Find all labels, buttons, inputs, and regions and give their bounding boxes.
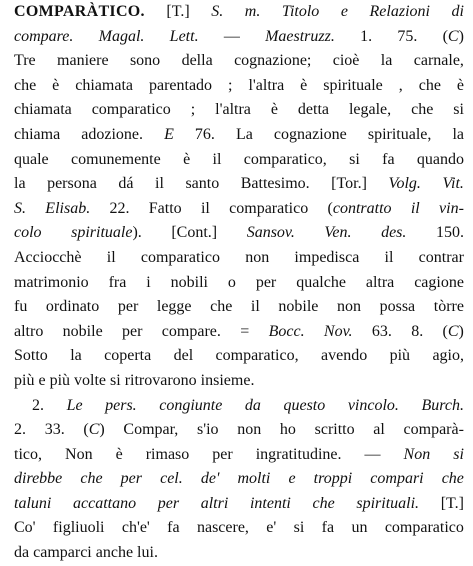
entry-line bbox=[14, 271, 464, 296]
entry-word: qualche bbox=[296, 273, 346, 291]
entry-line bbox=[14, 541, 464, 566]
entry-word: Bocc. bbox=[268, 322, 305, 340]
entry-word: Ven. bbox=[324, 224, 352, 242]
entry-word: altri bbox=[200, 494, 229, 512]
entry-word: Titolo bbox=[281, 3, 320, 20]
entry-word: = bbox=[240, 322, 250, 340]
entry-line bbox=[14, 492, 464, 517]
entry-word: è bbox=[270, 101, 278, 119]
entry-word: santo bbox=[185, 175, 220, 193]
entry-word: non bbox=[237, 421, 262, 439]
entry-word: — bbox=[364, 445, 381, 463]
entry-word: fu bbox=[14, 298, 28, 316]
entry-word: tòrre bbox=[433, 298, 464, 316]
entry-word: nobili bbox=[170, 273, 208, 291]
entry-word: de' bbox=[200, 470, 220, 488]
entry-word: l'altra bbox=[215, 101, 251, 119]
entry-word: possa bbox=[379, 298, 416, 316]
entry-word: carnale, bbox=[413, 52, 464, 70]
entry-line bbox=[14, 516, 464, 541]
entry-word: che bbox=[80, 470, 103, 488]
entry-word: per bbox=[212, 445, 233, 463]
entry-line bbox=[14, 0, 464, 25]
entry-word: il bbox=[384, 248, 394, 266]
entry-word: Compar, bbox=[123, 421, 179, 439]
entry-word: colo bbox=[14, 224, 42, 242]
entry-word: (C) bbox=[83, 421, 105, 439]
entry-word: (contratto bbox=[327, 199, 392, 217]
entry-word: lui. bbox=[137, 544, 158, 562]
entry-line bbox=[14, 418, 464, 443]
entry-word: è bbox=[52, 76, 60, 94]
entry-word: si bbox=[453, 101, 464, 119]
entry-word: detta bbox=[297, 101, 329, 119]
entry-word: la bbox=[452, 125, 464, 143]
entry-word: chiamata bbox=[75, 76, 133, 94]
entry-word: che bbox=[418, 76, 441, 94]
entry-word: la bbox=[380, 52, 393, 70]
entry-word: chiama bbox=[14, 125, 61, 143]
entry-word: 76. bbox=[194, 125, 215, 143]
entry-word: ordinato bbox=[45, 298, 100, 316]
entry-word: fa bbox=[321, 519, 335, 537]
entry-word: fra bbox=[108, 273, 127, 291]
entry-word: La bbox=[235, 125, 253, 143]
entry-word: e bbox=[288, 470, 296, 488]
entry-line bbox=[14, 295, 464, 320]
entry-word: persona bbox=[47, 175, 97, 193]
entry-word: molti bbox=[237, 470, 271, 488]
entry-word: Sotto bbox=[14, 347, 48, 365]
entry-word: [Tor.] bbox=[331, 175, 367, 193]
entry-word: al bbox=[373, 421, 385, 439]
entry-line bbox=[14, 344, 464, 369]
entry-word: adozione. bbox=[81, 125, 144, 143]
entry-word: rimaso bbox=[145, 445, 190, 463]
entry-word: Vit. bbox=[442, 175, 464, 193]
entry-word: spirituale, bbox=[367, 125, 432, 143]
entry-word: Non bbox=[403, 445, 431, 463]
entry-word: m. bbox=[244, 3, 261, 20]
entry-line bbox=[14, 49, 464, 74]
entry-word: accattano bbox=[73, 494, 137, 512]
entry-word: compari bbox=[370, 470, 424, 488]
entry-line bbox=[14, 221, 464, 246]
entry-word: 150. bbox=[435, 224, 464, 242]
entry-word: il bbox=[250, 298, 260, 316]
entry-word: coperta bbox=[104, 347, 152, 365]
entry-word: quale bbox=[14, 150, 49, 168]
entry-word: insieme. bbox=[200, 371, 255, 389]
entry-word: Relazioni bbox=[369, 3, 430, 20]
entry-word: che bbox=[411, 101, 434, 119]
entry-word: che bbox=[14, 76, 37, 94]
entry-word: non bbox=[337, 298, 361, 316]
entry-word: più bbox=[14, 371, 35, 389]
entry-word: l'altra bbox=[248, 76, 285, 94]
entry-line bbox=[14, 148, 464, 173]
entry-word: taluni bbox=[14, 494, 52, 512]
entry-word: comparà- bbox=[403, 421, 464, 439]
entry-word: è bbox=[183, 150, 191, 168]
entry-word: Acciocchè bbox=[14, 248, 82, 266]
entry-word: nascere, bbox=[196, 519, 249, 537]
entry-word: per bbox=[122, 322, 143, 340]
entry-word: del bbox=[173, 347, 194, 365]
entry-word: troppi bbox=[313, 470, 353, 488]
entry-word: maniere bbox=[57, 52, 109, 70]
entry-word: che bbox=[312, 494, 335, 512]
entry-word: nobile bbox=[62, 322, 103, 340]
entry-word: o bbox=[227, 273, 236, 291]
entry-word: per bbox=[157, 494, 180, 512]
entry-word: e bbox=[340, 3, 348, 20]
entry-line bbox=[14, 123, 464, 148]
entry-word: congiunte bbox=[159, 396, 223, 414]
entry-word: che bbox=[441, 470, 464, 488]
entry-word: comunemente bbox=[70, 150, 161, 168]
entry-word: vin- bbox=[439, 199, 464, 217]
entry-word: quando bbox=[416, 150, 464, 168]
entry-word: Sansov. bbox=[246, 224, 295, 242]
entry-word: spirituale). bbox=[71, 224, 142, 242]
entry-word: più bbox=[49, 371, 71, 389]
entry-word: chiamata bbox=[14, 101, 72, 119]
entry-word: e bbox=[38, 371, 46, 389]
entry-word: pers. bbox=[105, 396, 137, 414]
entry-word: s'io bbox=[196, 421, 219, 439]
entry-word: 8. bbox=[411, 322, 424, 340]
entry-word: nobile bbox=[278, 298, 319, 316]
entry-word: volte bbox=[74, 371, 107, 389]
entry-word: ; bbox=[228, 76, 233, 94]
entry-word: che bbox=[210, 298, 233, 316]
entry-line bbox=[14, 246, 464, 271]
entry-word: Fatto bbox=[148, 199, 182, 217]
entry-word: Tre bbox=[14, 52, 36, 70]
entry-word: è bbox=[115, 445, 123, 463]
entry-word: S. bbox=[211, 3, 224, 20]
entry-word: spirituale bbox=[323, 76, 383, 94]
entry-word: cel. bbox=[160, 470, 183, 488]
entry-word: Magal. bbox=[98, 27, 145, 45]
entry-word: il bbox=[155, 175, 164, 193]
entry-word: (C) bbox=[442, 322, 464, 340]
entry-line bbox=[14, 98, 464, 123]
entry-word: comparatico, bbox=[215, 347, 299, 365]
entry-word: 33. bbox=[44, 421, 65, 439]
entry-word: si bbox=[293, 519, 305, 537]
entry-word: 2. bbox=[14, 421, 26, 439]
entry-word: , bbox=[398, 76, 403, 94]
entry-word: Lett. bbox=[169, 27, 199, 45]
entry-word: fa bbox=[382, 150, 395, 168]
entry-word: ch'e' bbox=[121, 519, 150, 537]
entry-word: scritto bbox=[314, 421, 355, 439]
entry-word: si bbox=[349, 150, 360, 168]
entry-word: E bbox=[164, 125, 174, 143]
entry-word: impedisca bbox=[294, 248, 360, 266]
entry-word: 1. bbox=[360, 27, 373, 45]
entry-word: parentado bbox=[148, 76, 213, 94]
entry-word: Non bbox=[65, 445, 93, 463]
entry-word: 2. bbox=[32, 396, 44, 414]
entry-word: il bbox=[410, 199, 420, 217]
entry-line bbox=[14, 197, 464, 222]
entry-line bbox=[14, 443, 464, 468]
entry-word: Elisab. bbox=[45, 199, 91, 217]
entry-word: contrar bbox=[418, 248, 464, 266]
entry-word: la bbox=[70, 347, 82, 365]
entry-word: [T.] bbox=[166, 3, 190, 20]
entry-word: matrimonio bbox=[14, 273, 89, 291]
entry-word: è bbox=[300, 76, 308, 94]
entry-line bbox=[14, 320, 464, 345]
entry-word: des. bbox=[381, 224, 407, 242]
entry-word: agio, bbox=[432, 347, 464, 365]
entry-word: altro bbox=[14, 322, 44, 340]
entry-word: figliuoli bbox=[52, 519, 105, 537]
entry-word: vincolo. bbox=[347, 396, 399, 414]
entry-word: fa bbox=[167, 519, 180, 537]
entry-word: per bbox=[120, 470, 142, 488]
entry-word: della bbox=[181, 52, 213, 70]
entry-word: cagione bbox=[414, 273, 464, 291]
entry-line bbox=[14, 467, 464, 492]
entry-word: compare. bbox=[14, 27, 74, 45]
entry-word: si bbox=[453, 445, 464, 463]
entry-word: [T.] bbox=[440, 494, 464, 512]
entry-word: Le bbox=[66, 396, 83, 414]
entry-word: di bbox=[451, 3, 464, 20]
entry-word: il bbox=[212, 150, 222, 168]
entry-word: non bbox=[245, 248, 270, 266]
entry-word: camparci bbox=[33, 544, 92, 562]
entry-word: altra bbox=[365, 273, 395, 291]
entry-word: (C) bbox=[442, 27, 464, 45]
entry-word: comparatico bbox=[229, 199, 309, 217]
entry-word: 63. bbox=[371, 322, 392, 340]
entry-word: sono bbox=[129, 52, 161, 70]
entry-word: da bbox=[14, 544, 30, 562]
entry-word: ; bbox=[190, 101, 196, 119]
entry-word: Volg. bbox=[388, 175, 421, 193]
entry-word: Nov. bbox=[323, 322, 353, 340]
entry-word: — bbox=[223, 27, 240, 45]
entry-word: cioè bbox=[332, 52, 360, 70]
entry-line bbox=[32, 394, 464, 419]
entry-word: questo bbox=[283, 396, 326, 414]
entry-word: cognazione; bbox=[234, 52, 312, 70]
entry-word: Co' bbox=[14, 519, 36, 537]
entry-word: compare. bbox=[161, 322, 221, 340]
entry-word: comparatico bbox=[384, 519, 464, 537]
entry-line bbox=[14, 369, 464, 394]
entry-word: legge bbox=[156, 298, 192, 316]
dictionary-entry bbox=[14, 0, 464, 566]
entry-word: Burch. bbox=[421, 396, 464, 414]
entry-word: S. bbox=[14, 199, 26, 217]
entry-word: avendo bbox=[321, 347, 368, 365]
entry-word: comparatico bbox=[140, 248, 220, 266]
entry-word: 22. bbox=[109, 199, 130, 217]
entry-word: COMPARÀTICO. bbox=[14, 3, 145, 20]
entry-word: Battesimo. bbox=[240, 175, 310, 193]
entry-word: tico, bbox=[14, 445, 42, 463]
entry-word: legale, bbox=[348, 101, 392, 119]
entry-word: comparatico, bbox=[243, 150, 327, 168]
entry-word: cognazione bbox=[273, 125, 347, 143]
entry-word: ho bbox=[279, 421, 296, 439]
entry-word: si bbox=[110, 371, 121, 389]
entry-word: anche bbox=[95, 544, 134, 562]
entry-word: comparatico bbox=[91, 101, 171, 119]
entry-word: la bbox=[14, 175, 26, 193]
entry-word: per bbox=[117, 298, 139, 316]
entry-word: il bbox=[200, 199, 210, 217]
entry-word: il bbox=[106, 248, 116, 266]
entry-word: più bbox=[389, 347, 411, 365]
entry-word: spirituali. bbox=[356, 494, 420, 512]
entry-word: e' bbox=[266, 519, 277, 537]
entry-word: ritrovarono bbox=[124, 371, 197, 389]
entry-word: è bbox=[456, 76, 464, 94]
entry-word: un bbox=[351, 519, 368, 537]
entry-word: i bbox=[146, 273, 151, 291]
entry-line bbox=[14, 172, 464, 197]
entry-word: ingratitudine. bbox=[255, 445, 342, 463]
entry-word: Maestruzz. bbox=[265, 27, 335, 45]
entry-word: da bbox=[244, 396, 261, 414]
entry-word: direbbe bbox=[14, 470, 63, 488]
entry-word: intenti bbox=[249, 494, 291, 512]
entry-word: dá bbox=[118, 175, 134, 193]
entry-line bbox=[14, 25, 464, 50]
entry-word: 75. bbox=[397, 27, 418, 45]
entry-line bbox=[14, 74, 464, 99]
entry-word: per bbox=[255, 273, 277, 291]
entry-word: [Cont.] bbox=[171, 224, 218, 242]
